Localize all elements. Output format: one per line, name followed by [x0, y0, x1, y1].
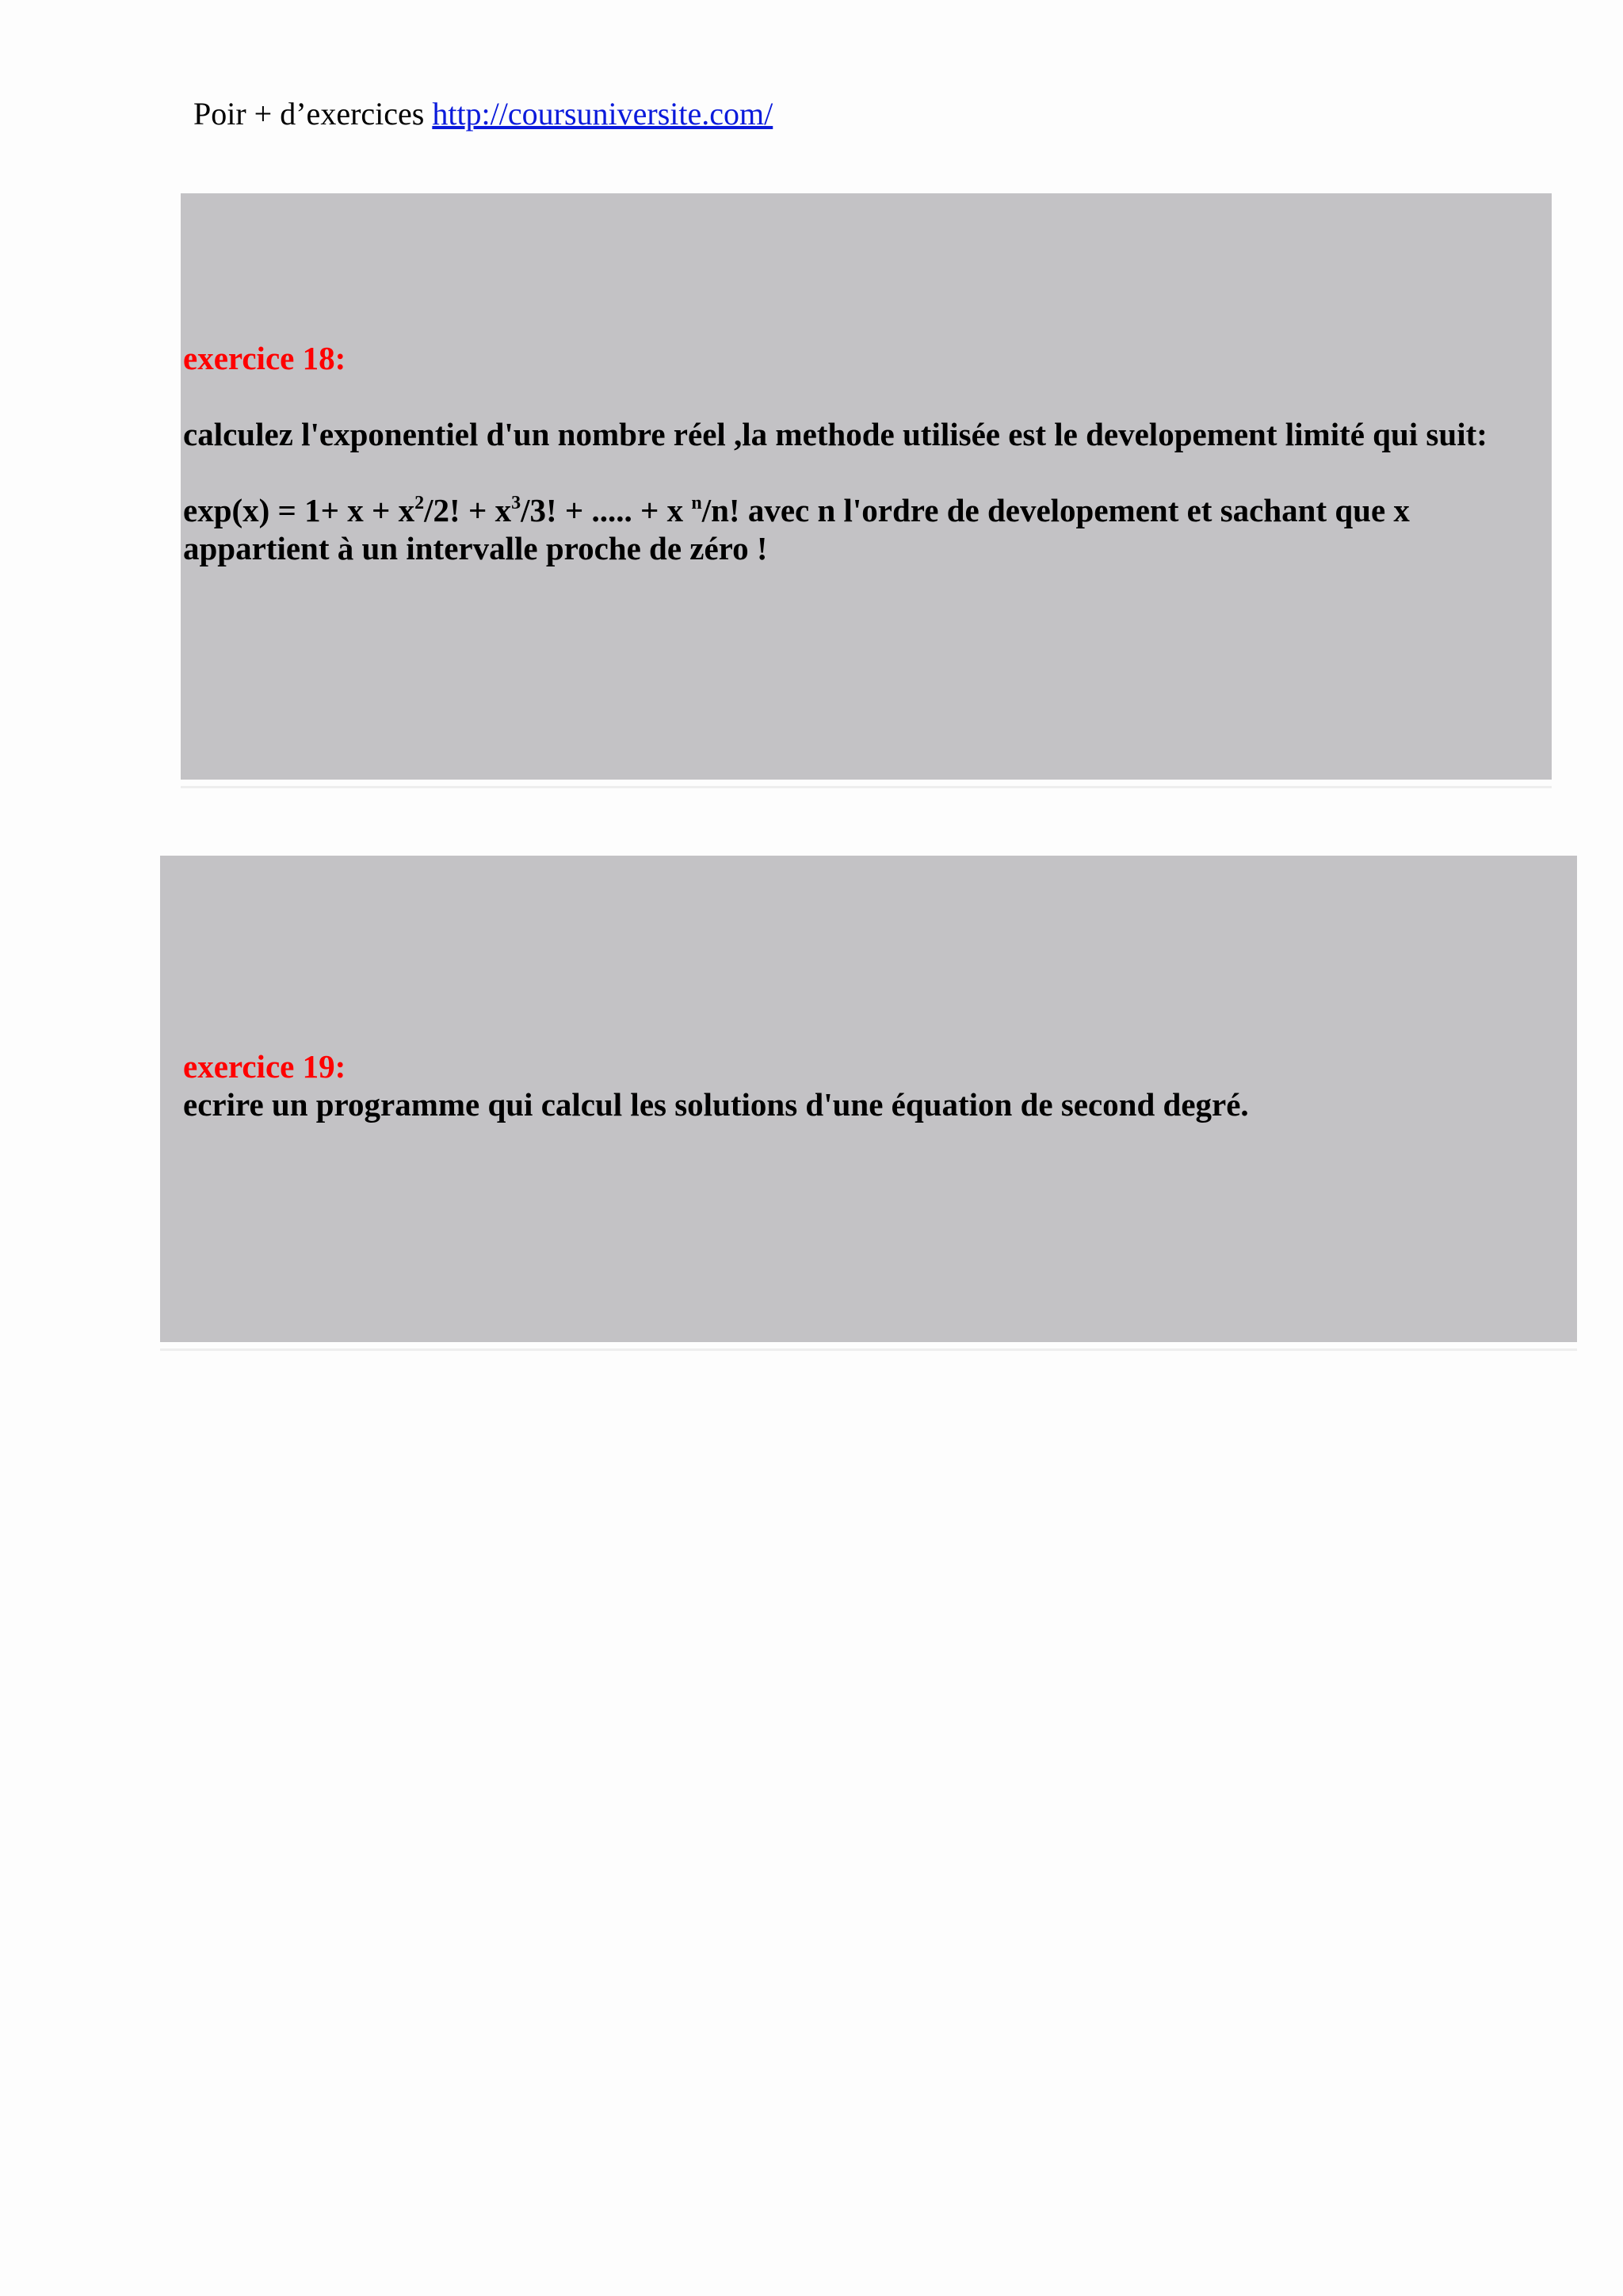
exercise-18-title-text: exercice 18:: [183, 340, 346, 376]
formula-part-2: /2! + x: [424, 492, 512, 528]
exercise-19-box: [160, 856, 1577, 1342]
exercise-19-divider: [160, 1348, 1577, 1351]
exercise-18-formula: [183, 491, 1410, 529]
exercise-18-title: [183, 339, 346, 377]
formula-exponent-2: 2: [414, 493, 425, 513]
exercise-18-divider: [181, 786, 1552, 788]
exercise-19-statement: ecrire un programme qui calcul les solutions d'une équation de second degré.: [183, 1086, 1249, 1123]
formula-part-1: exp(x) = 1+ x + x: [183, 492, 415, 528]
exercise-18-statement: calculez l'exponentiel d'un nombre réel ,la methode utilisée est le developement limité qui suit:: [183, 416, 1487, 452]
formula-exponent-n: n: [691, 493, 702, 513]
exercise-18-condition: appartient à un intervalle proche de zéro !: [183, 530, 768, 566]
exercise-19-title-text: exercice 19:: [183, 1048, 346, 1085]
site-link[interactable]: http://coursuniversite.com/: [432, 96, 773, 132]
formula-part-3: /3! + ..... + x: [521, 492, 692, 528]
formula-exponent-3: 3: [511, 493, 521, 513]
exercise-18-box: [181, 193, 1552, 780]
exercise-19-title: [183, 1047, 346, 1085]
header-prefix: Poir + d’exercices: [193, 96, 433, 132]
formula-part-4: /n! avec n l'ordre de developement et sachant que x: [701, 492, 1410, 528]
header-line: [193, 93, 773, 135]
